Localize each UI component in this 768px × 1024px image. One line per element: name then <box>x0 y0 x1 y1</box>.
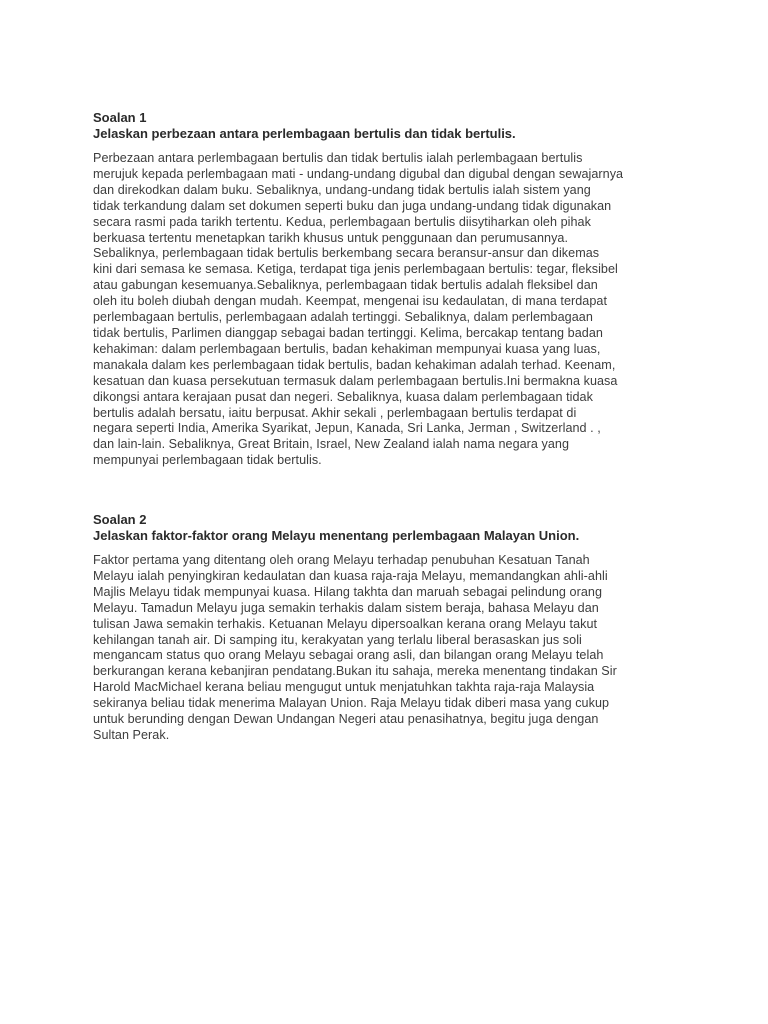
answer-paragraph: Faktor pertama yang ditentang oleh orang Melayu terhadap penubuhan Kesatuan Tanah Melayu ialah penyingkiran kedaulatan dan kuasa raja-raja Melayu, memandangkan ahli-ahli Majlis Melayu tidak mempunyai kuasa. Hilang takhta dan maruah sebagai pelindung orang Melayu. Tamadun Melayu juga semakin terhakis dalam sistem beraja, bahasa Melayu dan tulisan Jawa semakin terhakis. Ketuanan Melayu dipersoalkan kerana orang Melayu takut kehilangan tanah air. Di samping itu, kerakyatan yang terlalu liberal berasaskan jus soli mengancam status quo orang Melayu sebagai orang asli, dan bilangan orang Melayu telah berkurangan kerana kebanjiran pendatang.Bukan itu sahaja, mereka menentang tindakan Sir Harold MacMichael kerana beliau mengugut untuk menjatuhkan takhta raja-raja Malaysia sekiranya beliau tidak menerima Malayan Union. Raja Melayu tidak diberi masa yang cukup untuk berunding dengan Dewan Undangan Negeri atau penasihatnya, begitu juga dengan Sultan Perak. <box>93 553 617 742</box>
question-text: Jelaskan faktor-faktor orang Melayu menentang perlembagaan Malayan Union. <box>93 528 580 543</box>
question-section-1 <box>93 110 633 469</box>
question-number: Soalan 1 <box>93 110 147 125</box>
question-section-2 <box>93 512 633 744</box>
question-number: Soalan 2 <box>93 512 147 527</box>
answer-paragraph: Perbezaan antara perlembagaan bertulis dan tidak bertulis ialah perlembagaan bertulis merujuk kepada perlembagaan mati - undang-undang digubal dan digubal dengan sewajarnya dan direkodkan dalam buku. Sebaliknya, undang-undang tidak bertulis ialah sistem yang tidak terkandung dalam set dokumen seperti buku dan juga undang-undang tidak digunakan secara rasmi pada tarikh tertentu. Kedua, perlembagaan bertulis diisytiharkan oleh pihak berkuasa tertentu menetapkan tarikh khusus untuk penggunaan dan perumusannya. Sebaliknya, perlembagaan tidak bertulis berkembang secara beransur-ansur dan dikemas kini dari semasa ke semasa. Ketiga, terdapat tiga jenis perlembagaan bertulis: tegar, fleksibel atau gabungan kesemuanya.Sebaliknya, perlembagaan tidak bertulis adalah fleksibel dan oleh itu boleh diubah dengan mudah. Keempat, mengenai isu kedaulatan, di mana terdapat perlembagaan bertulis, perlembagaan adalah tertinggi. Sebaliknya, dalam perlembagaan tidak bertulis, Parlimen dianggap sebagai badan tertinggi. Kelima, bercakap tentang badan kehakiman: dalam perlembagaan bertulis, badan kehakiman mempunyai kuasa yang luas, manakala dalam kes perlembagaan tidak bertulis, badan kehakiman adalah terhad. Keenam, kesatuan dan kuasa persekutuan termasuk dalam perlembagaan bertulis.Ini bermakna kuasa dikongsi antara kerajaan pusat dan negeri. Sebaliknya, kuasa dalam perlembagaan tidak bertulis adalah bersatu, iaitu berpusat. Akhir sekali , perlembagaan bertulis terdapat di negara seperti India, Amerika Syarikat, Jepun, Kanada, Sri Lanka, Jerman , Switzerland . , dan lain-lain. Sebaliknya, Great Britain, Israel, New Zealand ialah nama negara yang mempunyai perlembagaan tidak bertulis. <box>93 151 624 468</box>
question-text: Jelaskan perbezaan antara perlembagaan bertulis dan tidak bertulis. <box>93 126 516 141</box>
